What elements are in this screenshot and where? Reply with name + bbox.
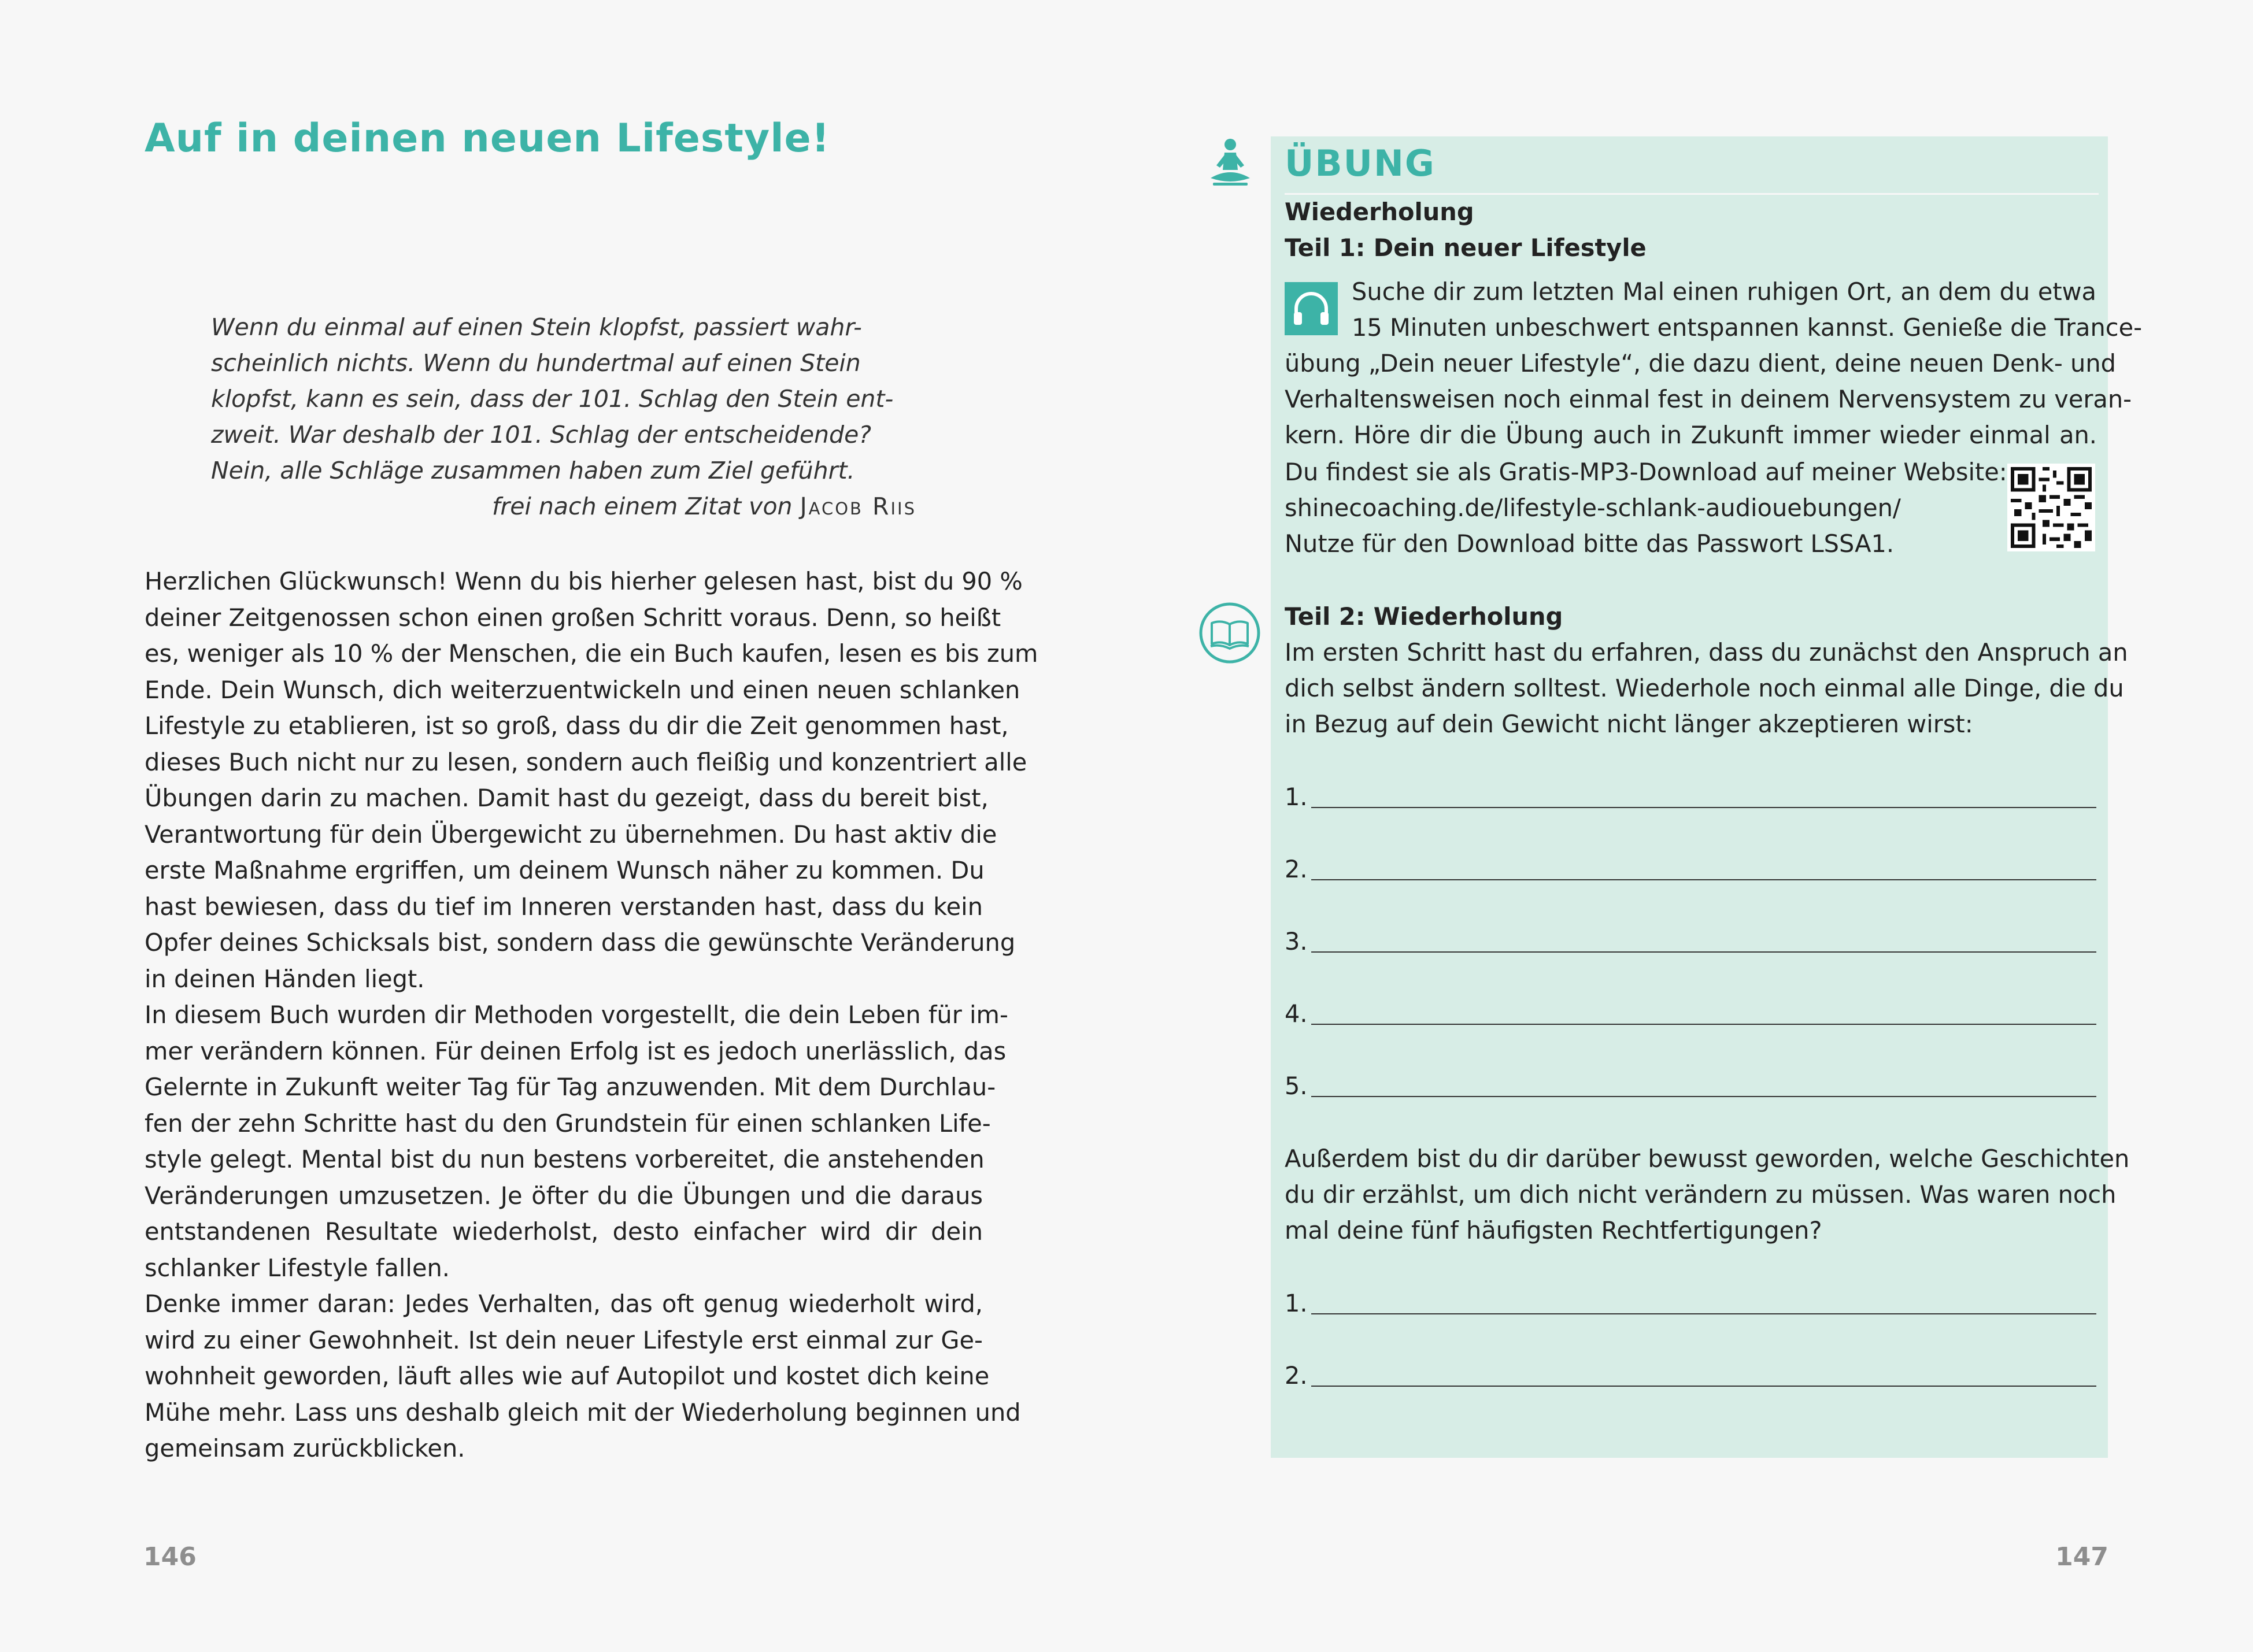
part1-line: kern. Höre dir die Übung auch in Zukunft immer wieder einmal an. <box>1285 421 2097 449</box>
body-line: dieses Buch nicht nur zu lesen, sondern auch fleißig und konzentriert alle <box>145 747 1027 776</box>
quote-author: Jacob Riis <box>800 492 916 520</box>
body-line: Ende. Dein Wunsch, dich weiterzuentwickeln und einen neuen schlanken <box>145 675 1020 704</box>
part2-line: in Bezug auf dein Gewicht nicht länger akzeptieren wirst: <box>1285 710 1973 738</box>
part2b-line: mal deine fünf häufigsten Rechtfertigungen? <box>1285 1216 1822 1244</box>
body-line: Verantwortung für dein Übergewicht zu übernehmen. Du hast aktiv die <box>145 820 997 849</box>
body-line: es, weniger als 10 % der Menschen, die ein Buch kaufen, lesen es bis zum <box>145 639 1038 668</box>
list-number: 4. <box>1285 999 1308 1028</box>
part1-line: übung „Dein neuer Lifestyle“, die dazu dient, deine neuen Denk- und <box>1285 349 2116 377</box>
open-book-icon <box>1198 601 1261 665</box>
body-line: in deinen Händen liegt. <box>145 964 425 993</box>
meditation-figure-icon <box>1207 134 1253 192</box>
body-line: Herzlichen Glückwunsch! Wenn du bis hierher gelesen hast, bist du 90 % <box>145 567 1023 595</box>
quote-line: zweit. War deshalb der 101. Schlag der entscheidende? <box>211 421 872 449</box>
part2b-line: du dir erzählst, um dich nicht verändern zu müssen. Was waren noch <box>1285 1180 2117 1209</box>
answer-line[interactable] <box>1311 1024 2096 1025</box>
quote-line: klopfst, kann es sein, dass der 101. Schlag den Stein ent- <box>211 385 894 413</box>
page-number-right: 147 <box>2055 1542 2108 1572</box>
body-line: Veränderungen umzusetzen. Je öfter du die Übungen und die daraus <box>145 1181 983 1210</box>
answer-line[interactable] <box>1311 807 2096 808</box>
list-number: 1. <box>1285 1289 1308 1317</box>
exercise-title: ÜBUNG <box>1285 142 1436 184</box>
body-line: entstandenen Resultate wiederholst, desto einfacher wird dir dein <box>145 1217 983 1246</box>
quote-attribution-prefix: frei nach einem Zitat von <box>491 492 793 520</box>
body-line: hast bewiesen, dass du tief im Inneren verstanden hast, dass du kein <box>145 892 983 921</box>
list-number: 2. <box>1285 1361 1308 1390</box>
answer-line[interactable] <box>1311 1386 2096 1387</box>
quote-attribution <box>211 488 916 524</box>
part2-title: Teil 2: Wiederholung <box>1285 602 1563 631</box>
part1-line: Suche dir zum letzten Mal einen ruhigen Ort, an dem du etwa <box>1352 277 2096 306</box>
quote-line: scheinlich nichts. Wenn du hundertmal auf einen Stein <box>211 349 861 377</box>
answer-line[interactable] <box>1311 879 2096 880</box>
body-line: schlanker Lifestyle fallen. <box>145 1253 450 1282</box>
part1-line: Du findest sie als Gratis-MP3-Download auf meiner Website: <box>1285 458 2007 486</box>
page-title: Auf in deinen neuen Lifestyle! <box>145 116 830 161</box>
part2-line: dich selbst ändern solltest. Wiederhole noch einmal alle Dinge, die du <box>1285 674 2124 702</box>
page-number-left: 146 <box>143 1542 197 1572</box>
part1-line: Nutze für den Download bitte das Passwort LSSA1. <box>1285 529 1895 558</box>
answer-line[interactable] <box>1311 1096 2096 1097</box>
list-number: 5. <box>1285 1072 1308 1100</box>
body-line: Denke immer daran: Jedes Verhalten, das oft genug wiederholt wird, <box>145 1290 983 1318</box>
body-line: gemeinsam zurückblicken. <box>145 1434 465 1462</box>
body-line: erste Maßnahme ergriffen, um deinem Wunsch näher zu kommen. Du <box>145 856 985 884</box>
body-line: style gelegt. Mental bist du nun bestens vorbereitet, die anstehenden <box>145 1145 985 1173</box>
part2b-line: Außerdem bist du dir darüber bewusst geworden, welche Geschichten <box>1285 1144 2130 1173</box>
body-line: Gelernte in Zukunft weiter Tag für Tag anzuwenden. Mit dem Durchlau- <box>145 1073 996 1101</box>
list-number: 3. <box>1285 927 1308 955</box>
body-line: In diesem Buch wurden dir Methoden vorgestellt, die dein Leben für im- <box>145 1001 1008 1029</box>
website-link[interactable]: shinecoaching.de/lifestyle-schlank-audiouebungen/ <box>1285 494 1901 522</box>
part1-line: Verhaltensweisen noch einmal fest in deinem Nervensystem zu veran- <box>1285 385 2132 413</box>
body-line: wird zu einer Gewohnheit. Ist dein neuer Lifestyle erst einmal zur Ge- <box>145 1325 983 1354</box>
quote-line: Nein, alle Schläge zusammen haben zum Ziel geführt. <box>211 457 855 484</box>
body-line: Übungen darin zu machen. Damit hast du gezeigt, dass du bereit bist, <box>145 784 989 812</box>
answer-line[interactable] <box>1311 951 2096 953</box>
body-line: fen der zehn Schritte hast du den Grundstein für einen schlanken Life- <box>145 1109 991 1138</box>
body-line: wohnheit geworden, läuft alles wie auf Autopilot und kostet dich keine <box>145 1362 990 1390</box>
body-line: Lifestyle zu etablieren, ist so groß, dass du dir die Zeit genommen hast, <box>145 712 1009 740</box>
body-line: Mühe mehr. Lass uns deshalb gleich mit der Wiederholung beginnen und <box>145 1398 1021 1427</box>
part1-title: Teil 1: Dein neuer Lifestyle <box>1285 234 1647 262</box>
epigraph-quote <box>211 309 928 524</box>
body-line: deiner Zeitgenossen schon einen großen Schritt voraus. Denn, so heißt <box>145 603 1001 632</box>
body-text <box>145 564 1038 1467</box>
part1-line: 15 Minuten unbeschwert entspannen kannst. Genieße die Trance- <box>1352 313 2143 342</box>
list-number: 2. <box>1285 855 1308 883</box>
qr-code-icon[interactable] <box>2007 464 2095 551</box>
exercise-subtitle: Wiederholung <box>1285 198 1474 226</box>
part2-line: Im ersten Schritt hast du erfahren, dass du zunächst den Anspruch an <box>1285 638 2128 666</box>
headphones-icon <box>1285 282 1338 335</box>
body-line: mer verändern können. Für deinen Erfolg ist es jedoch unerlässlich, das <box>145 1036 1007 1065</box>
answer-line[interactable] <box>1311 1313 2096 1314</box>
body-line: Opfer deines Schicksals bist, sondern dass die gewünschte Veränderung <box>145 928 1016 957</box>
quote-line: Wenn du einmal auf einen Stein klopfst, passiert wahr- <box>211 313 862 341</box>
list-number: 1. <box>1285 783 1308 811</box>
